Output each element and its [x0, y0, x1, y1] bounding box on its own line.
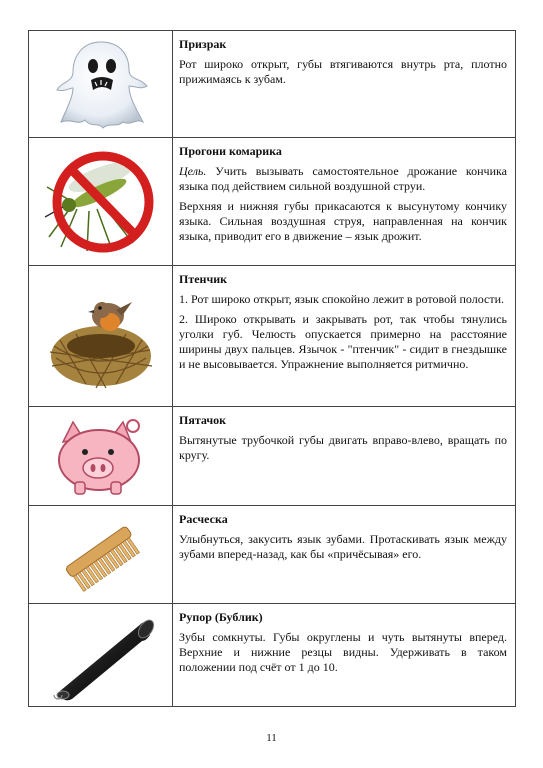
- page-number: 11: [266, 732, 277, 744]
- exercise-image-cell: [29, 604, 173, 707]
- exercise-text-cell: [173, 266, 516, 407]
- exercise-row: [29, 506, 516, 604]
- exercise-description: Рот широко открыт, губы втягиваются внутрь рта, плотно прижимаясь к зубам.: [179, 57, 507, 86]
- exercise-title: Призрак: [179, 37, 227, 51]
- ghost-icon: [51, 38, 151, 130]
- exercise-description: Улыбнуться, закусить язык зубами. Протаскивать язык между зубами вперед-назад, как бы «причёсывая» его.: [179, 532, 507, 561]
- bird-nest-icon: [46, 276, 156, 396]
- exercise-row: [29, 407, 516, 506]
- exercise-image-cell: [29, 266, 173, 407]
- no-mosquito-icon: [41, 147, 161, 257]
- exercise-step: 2. Широко открывать и закрывать рот, так чтобы тянулись уголки губ. Челюсть опускается примерно на расстояние ширины двух пальцев. Язычок - "птенчик" - сидит в гнездышке и не высовывается. Упражнение выполняется ритмично.: [179, 312, 507, 371]
- exercise-image-cell: [29, 138, 173, 266]
- exercise-image-cell: [29, 407, 173, 506]
- exercise-text-cell: [173, 138, 516, 266]
- exercise-text-cell: [173, 31, 516, 138]
- exercise-row: [29, 266, 516, 407]
- exercise-description: Зубы сомкнуты. Губы округлены и чуть вытянуты вперед. Верхние и нижние резцы видны. Удерживать в таком положении под счёт от 1 до 10.: [179, 630, 507, 674]
- exercise-row: [29, 604, 516, 707]
- exercise-text-cell: [173, 506, 516, 604]
- exercise-table: [28, 30, 516, 707]
- exercise-text-cell: [173, 407, 516, 506]
- exercise-goal: [179, 164, 507, 194]
- exercise-image-cell: [29, 31, 173, 138]
- exercise-row: [29, 31, 516, 138]
- exercise-row: [29, 138, 516, 266]
- exercise-image-cell: [29, 506, 173, 604]
- pig-icon: [53, 414, 149, 498]
- exercise-text-cell: [173, 604, 516, 707]
- goal-label: Цель.: [179, 164, 207, 178]
- megaphone-icon: [46, 607, 156, 703]
- exercise-title: Птенчик: [179, 272, 228, 286]
- exercise-title: Пятачок: [179, 413, 227, 427]
- exercise-description: Вытянутые трубочкой губы двигать вправо-влево, вращать по кругу.: [179, 433, 507, 462]
- goal-text: Учить вызывать самостоятельное дрожание кончика языка под действием сильной воздушной струи.: [179, 164, 507, 193]
- comb-icon: [56, 515, 146, 595]
- exercise-title: Расческа: [179, 512, 228, 526]
- exercise-step: 1. Рот широко открыт, язык спокойно лежит в ротовой полости.: [179, 292, 505, 306]
- exercise-title: Прогони комарика: [179, 144, 282, 158]
- exercise-description: Верхняя и нижняя губы прикасаются к высунутому кончику языка. Сильная воздушная струя, направленная на кончик языка, приводит его в движение – язык дрожит.: [179, 199, 507, 243]
- exercise-title: Рупор (Бублик): [179, 610, 263, 624]
